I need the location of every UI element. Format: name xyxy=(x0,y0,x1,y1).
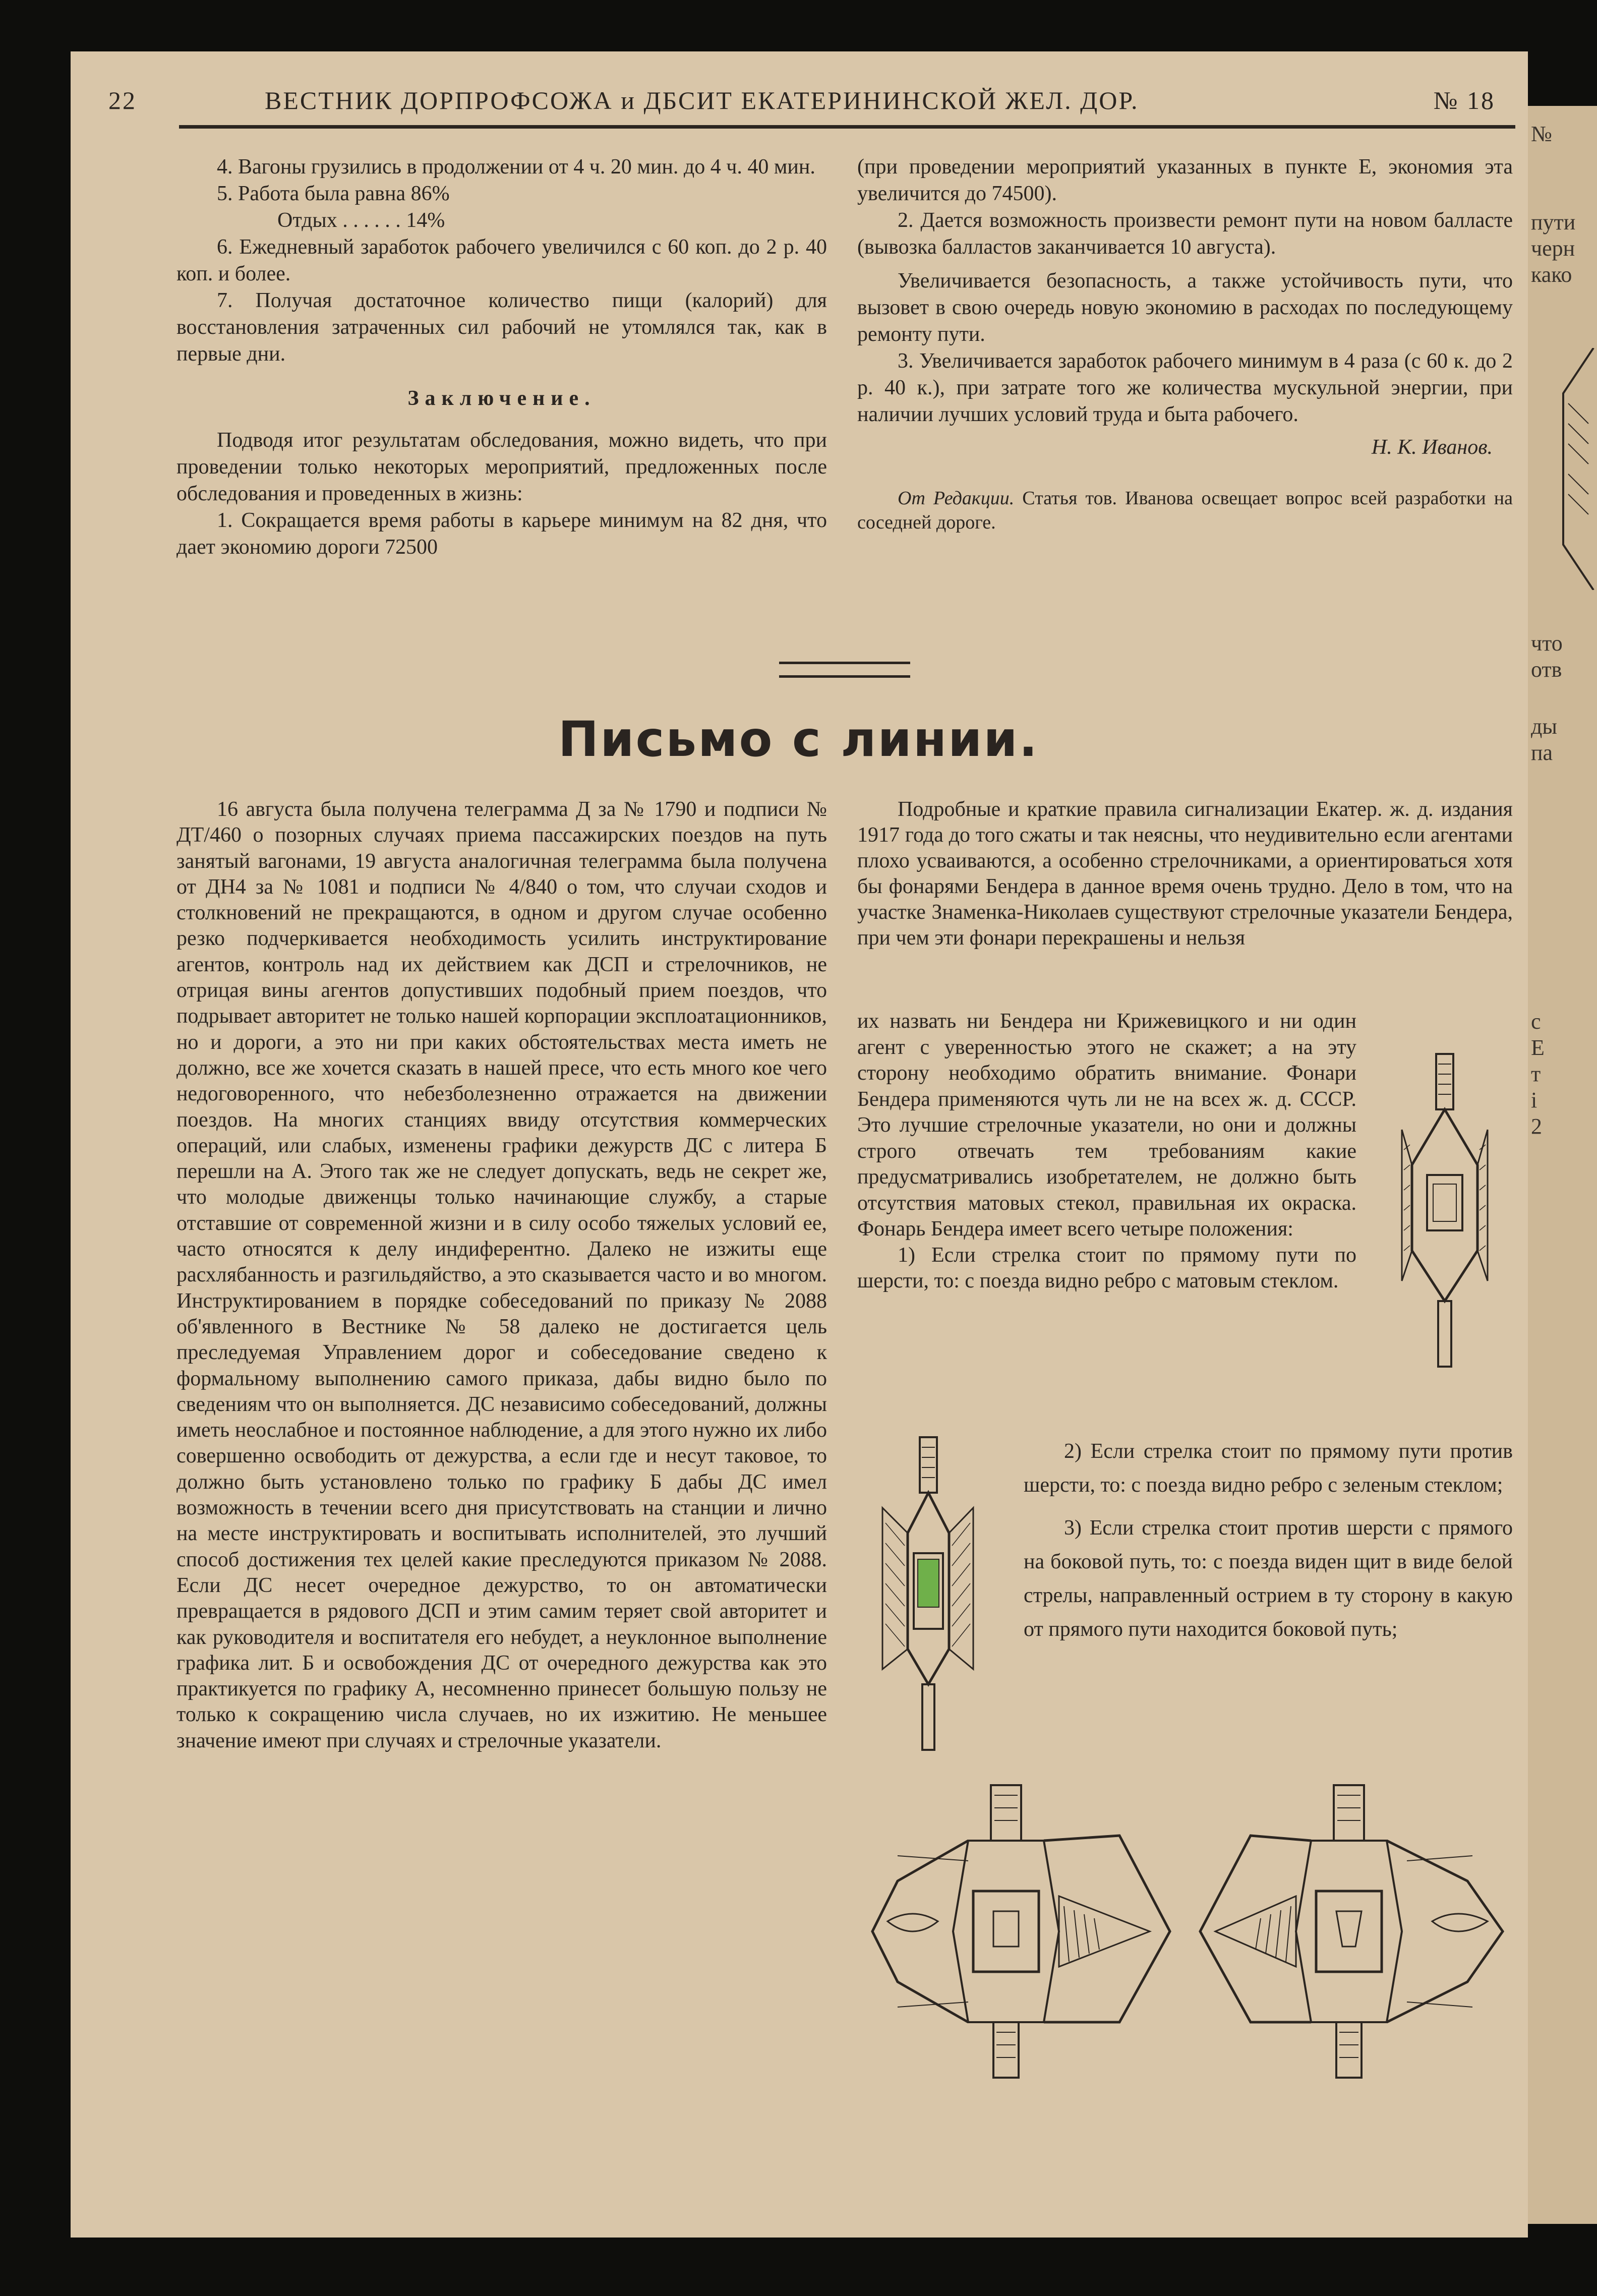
paragraph: 2) Если стрелка стоит по прямому пути против шерсти, то: с поезда видно ребро с зеленым стеклом; xyxy=(1024,1440,1513,1497)
edge-fragment: і xyxy=(1531,1088,1537,1112)
green-glass-marker xyxy=(918,1559,939,1607)
paragraph: 5. Работа была равна 86% xyxy=(217,182,450,205)
paragraph: 3. Увеличивается заработок рабочего минимум в 4 раза (с 60 к. до 2 р. 40 к.), при затрате того же количества мускульной энергии, при наличии лучших условий труда и быта рабочего. xyxy=(857,349,1513,426)
paragraph: 7. Получая достаточное количество пищи (калорий) для восстановления затраченных сил рабочий не утомлялся так, как в первые дни. xyxy=(176,289,827,366)
top-right-column xyxy=(857,154,1513,535)
edge-fragment: ды xyxy=(1531,714,1557,739)
editor-label: От Редакции. xyxy=(898,488,1015,509)
edge-fragment: 2 xyxy=(1531,1114,1542,1139)
edge-fragment: Е xyxy=(1531,1035,1545,1060)
top-left-column xyxy=(176,154,827,561)
paragraph: Подводя итог результатам обследования, можно видеть, что при проведении только некоторых мероприятий, предложенных после обследования и проведенных в жизнь: xyxy=(176,429,827,505)
paragraph: 4. Вагоны грузились в продолжении от 4 ч. 20 мин. до 4 ч. 40 мин. xyxy=(217,155,815,179)
paragraph: 1) Если стрелка стоит по прямому пути по шерсти, то: с поезда видно ребро с матовым стеклом. xyxy=(857,1243,1356,1292)
article-right-intro xyxy=(857,797,1513,951)
bender-lamp-arrow-left-figure xyxy=(867,1780,1175,2083)
paragraph: Подробные и краткие правила сигнализации Екатер. ж. д. издания 1917 года до того сжаты и так неясны, что неудивительно если агентами плохо усваиваются, а особенно стрелочниками, а ориентироваться хотя бы фонарями Бендера в данное время очень трудно. Дело в том, что на участке Знаменка-Николаев существуют стрелочные указатели Бендера, при чем эти фонари перекрашены и нельзя xyxy=(857,798,1513,950)
edge-fragment: № xyxy=(1531,122,1552,146)
edge-fragment: отв xyxy=(1531,657,1562,682)
header-rule xyxy=(179,125,1515,129)
edge-figure-fragment xyxy=(1558,348,1597,590)
page-header xyxy=(108,86,1515,126)
edge-fragment: пути xyxy=(1531,210,1576,234)
publication-title: ВЕСТНИК ДОРПРОФСОЖА и ДБСИТ ЕКАТЕРИНИНСКОЙ ЖЕЛ. ДОР. xyxy=(265,86,1139,114)
conclusion-heading: Заключение. xyxy=(407,387,596,410)
paragraph: 6. Ежедневный заработок рабочего увеличился с 60 коп. до 2 р. 40 коп. и более. xyxy=(176,236,827,285)
article-left-column xyxy=(176,797,827,1754)
bender-lamp-green-glass-figure xyxy=(877,1432,978,1755)
article-title: Письмо с линии. xyxy=(558,711,1039,768)
paragraph: 1. Сокращается время работы в карьере минимум на 82 дня, что дает экономию дороги 72500 xyxy=(176,509,827,559)
edge-fragment: с xyxy=(1531,1009,1541,1034)
author-signature: Н. К. Иванов. xyxy=(1371,436,1493,459)
paragraph: 2. Дается возможность произвести ремонт пути на новом балласте (вывозка балластов заканчивается 10 августа). xyxy=(857,209,1513,259)
edge-fragment: что xyxy=(1531,631,1563,656)
paragraph: Увеличивается безопасность, а также устойчивость пути, что вызовет в свою очередь новую экономию в расходах по последующему ремонту пути. xyxy=(857,269,1513,346)
editor-note-text: Статья тов. Иванова освещает вопрос всей разработки на соседней дороге. xyxy=(857,488,1513,533)
bender-lamp-edge-figure xyxy=(1392,1049,1498,1372)
article-right-positions xyxy=(1024,1435,1513,1646)
adjacent-page-edge xyxy=(1528,106,1597,2224)
section-divider xyxy=(779,662,910,678)
paragraph: (при проведении мероприятий указанных в пункте Е, экономия эта увеличится до 74500). xyxy=(857,155,1513,205)
issue-number: № 18 xyxy=(1433,86,1495,114)
article-right-wrap xyxy=(857,1009,1356,1294)
edge-fragment: како xyxy=(1531,262,1572,287)
edge-fragment: па xyxy=(1531,740,1553,765)
editor-note xyxy=(857,486,1513,535)
page-number: 22 xyxy=(108,86,137,114)
edge-fragment: т xyxy=(1531,1062,1541,1086)
article-body: 16 августа была получена телеграмма Д за № 1790 и подписи № ДТ/460 о позорных случаях приема пассажирских поездов на путь занятый вагонами, 19 августа аналогичная телеграмма была получена от ДН4 за № 1081 и подписи № 4/840 о том, что случаи сходов и столкновений не прекращаются, в одном и другом случае особенно резко подчеркивается необходимость усилить инструктирование агентов, контроль над их действием как ДСП и стрелочников, не отрицая вины агентов допустивших подобный прием поездов, что подрывает авторитет не только нашей корпорации эксплоатационников, но и дороги, а это ни при каких обстоятельствах места иметь не должно, все же хочется сказать в нашей пресе, что есть много кое чего недоговоренного, что небезболезненно отражается на движении поездов. На многих станциях ввиду отсутствия коммерческих операций, или слабых, изменены графики дежурств ДС с литера Б перешли на А. Этого так же не следует допускать, ведь не секрет же, что молодые движенцы только начинающие службу, а старые отставшие от современной жизни и в силу особо тяжелых условий ее, часто относятся к делу индиферентно. Далеко не изжиты еще расхлябанность и разгильдяйство, а это сказывается часто и во многом. Инструктированием в порядке собеседований по приказу № 2088 об'явленного в Вестнике № 58 далеко не достигается цель преследуемая Управлением дорог и собеседование сведено к формальному выполнению самого приказа, дабы видно было по сведениям что он выполняется. ДС независимо собеседований, должны иметь неослабное и постоянное наблюдение, а для этого нужно их либо совершенно освободить от дежурства, а если где и несут таковое, то должно быть установлено только по графику Б дабы ДС имел возможность в течении всего дня присутствовать на станции и лично на месте инструктировать и воспитывать исполнителей, это лучший способ достижения тех целей какие преследуются приказом № 2088. Если ДС несет очередное дежурство, то он автоматически превращается в рядового ДСП и этим самим теряет свой авторитет и как руководителя и воспитателя его небудет, а неуклонное выполнение графика лит. Б и освобождения ДС от очередного дежурства как это практикуется по графику А, несомненно принесет большую пользу не только к сокращению числа случаев, но их изжитию. Не меньшее значение имеют при случаях и стрелочные указатели. xyxy=(176,798,827,1752)
paragraph: 3) Если стрелка стоит против шерсти с прямого на боковой путь, то: с поезда виден щит в виде белой стрелы, направленный острием в ту сторону в какую от прямого пути находится боковой путь; xyxy=(1024,1516,1513,1641)
paragraph: Отдых . . . . . . 14% xyxy=(277,209,445,232)
bender-lamp-arrow-right-figure xyxy=(1195,1780,1508,2083)
paragraph: их назвать ни Бендера ни Крижевицкого и ни один агент с уверенностью этого не скажет; а на эту сторону необходимо обратить внимание. Фонари Бендера применяются чуть ли не на всех ж. д. СССР. Это лучшие стрелочные указатели, но они и должны строго отвечать тем требованиям какие предусматривались изобретателем, не должно быть отсутствия матовых стекол, правильная их окраска. Фонарь Бендера имеет всего четыре положения: xyxy=(857,1010,1356,1241)
edge-fragment: черн xyxy=(1531,236,1575,261)
